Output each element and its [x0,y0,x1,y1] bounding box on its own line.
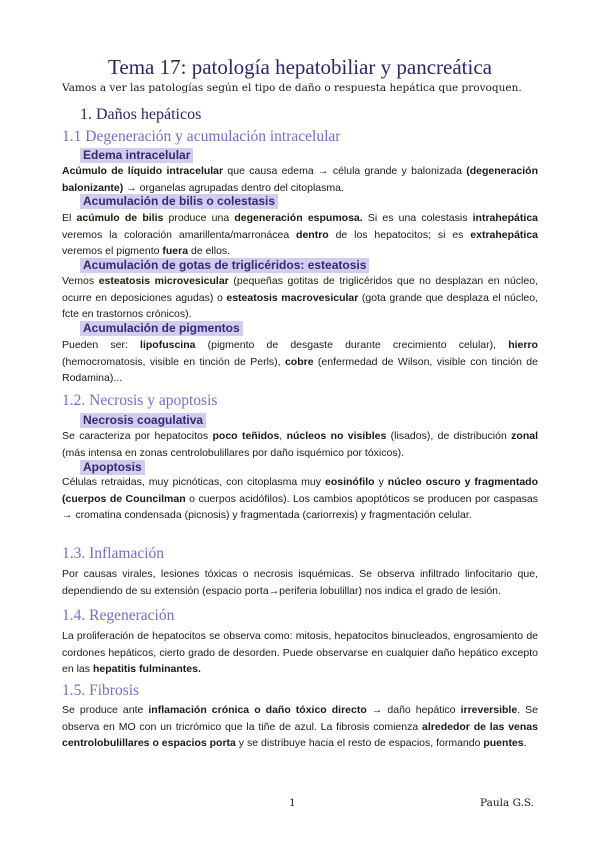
subsection-heading-1-4: 1.4. Regeneración [62,607,175,624]
paragraph-bilis: El acúmulo de bilis produce una degeneración espumosa. Si es una colestasis intrahepática veremos la coloración amarillenta/marronácea dentro de los hepatocitos; si es extrahepática veremos el pigmento fuera de ellos. [62,212,538,257]
section-heading-danos-hepaticos: 1. Daños hepáticos [80,106,202,123]
subsection-heading-1-2: 1.2. Necrosis y apoptosis [62,392,218,409]
page-title: Tema 17: patología hepatobiliar y pancreática [108,55,492,79]
heading-pigmentos: Acumulación de pigmentos [80,321,243,336]
paragraph-inflamacion: Por causas virales, lesiones tóxicas o necrosis isquémicas. Se observa infiltrado linfocitario que, dependiendo de su extensión (espacio porta→periferia lobulillar) nos indica el grado de lesión. [62,568,538,597]
subsection-heading-1-5: 1.5. Fibrosis [62,682,140,699]
paragraph-fibrosis: Se produce ante inflamación crónica o daño tóxico directo → daño hepático irreversible. Se observa en MO con un tricrómico que la tiñe de azul. La fibrosis comienza alrededor de las venas centrolobulillares o espacios porta y se distribuye hacia el resto de espacios, formando puentes. [62,704,539,749]
page-number: 1 [289,797,296,809]
paragraph-apoptosis: Células retraidas, muy picnóticas, con citoplasma muy eosinófilo y núcleo oscuro y fragmentado (cuerpos de Councilman o cuerpos acidófilos). Los cambios apoptóticos se producen por caspasas → cromatina condensada (picnosis) y fragmentada (cariorrexis) y fragmentación celular. [62,476,538,521]
paragraph-esteatosis: Vemos esteatosis microvesicular (pequeñas gotitas de triglicéridos que no desplazan en núcleo, ocurre en deposiciones agudas) o esteatosis macrovesicular (gota grande que desplaza el núcleo, fcte en trastornos crónicos). [62,275,538,320]
heading-apoptosis: Apoptosis [80,460,145,475]
paragraph-necrosis: Se caracteriza por hepatocitos poco teñidos, núcleos no visibles (lisados), de distribución zonal (más intensa en zonas centrolobulillares por daño isquémico por tóxicos). [62,430,538,459]
author-name: Paula G.S. [480,797,535,809]
heading-esteatosis: Acumulación de gotas de triglicéridos: esteatosis [80,258,369,273]
heading-edema-intracelular: Edema intracelular [80,148,193,163]
paragraph-pigmentos: Pueden ser: lipofuscina (pigmento de desgaste durante crecimiento celular), hierro (hemocromatosis, visible en tinción de Perls), cobre (enfermedad de Wilson, visible con tinción de Rodamina)... [62,339,538,384]
intro-text: Vamos a ver las patologías según el tipo de daño o respuesta hepática que provoquen. [62,82,522,94]
subsection-heading-1-1: 1.1 Degeneración y acumulación intracelular [62,128,341,145]
subsection-heading-1-3: 1.3. Inflamación [62,545,165,562]
paragraph-regeneracion: La proliferación de hepatocitos se observa como: mitosis, hepatocitos binucleados, engrosamiento de cordones hepáticos, cierto grado de desorden. Puede observarse en cualquier daño hepático excepto en las hepatitis fulminantes. [62,630,538,675]
heading-acumulacion-bilis: Acumulación de bilis o colestasis [80,194,278,209]
paragraph-edema: Acúmulo de líquido intracelular que causa edema → célula grande y balonizada (degeneración balonizante) → organelas agrupadas dentro del citoplasma. [62,165,539,194]
heading-necrosis-coagulativa: Necrosis coagulativa [80,413,206,428]
